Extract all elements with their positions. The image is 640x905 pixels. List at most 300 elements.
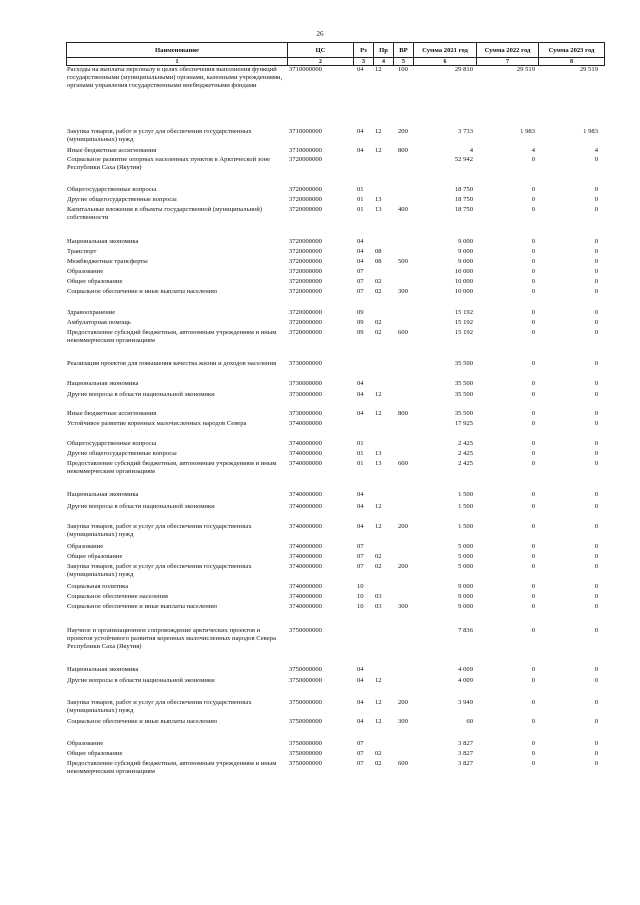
cell-pr: 12 [375, 66, 382, 73]
cell-vr: 400 [398, 206, 408, 213]
cell-s2022: 0 [531, 677, 535, 684]
cell-name: Предоставление субсидий бюджетным, автономным учреждениям и иным некоммерческим организациям [67, 460, 277, 475]
cell-s2022: 0 [531, 380, 535, 387]
cell-s2023: 0 [594, 248, 598, 255]
cell-name: Социальное обеспечение населения [67, 593, 168, 600]
cell-cs: 3740000000 [289, 603, 322, 610]
cell-s2022: 0 [531, 460, 535, 467]
cell-s2023: 29 519 [579, 66, 598, 73]
cell-rz: 07 [357, 553, 364, 560]
cell-s2023: 0 [594, 718, 598, 725]
header-sum-2022: Сумма 2022 год [477, 43, 539, 58]
cell-s2023: 0 [594, 186, 598, 193]
cell-name: Иные бюджетные ассигнования [67, 147, 157, 154]
cell-name: Общее образование [67, 750, 123, 757]
cell-cs: 3720000000 [289, 309, 322, 316]
cell-s2023: 0 [594, 553, 598, 560]
cell-rz: 04 [357, 503, 364, 510]
cell-s2021: 3 949 [458, 699, 473, 706]
cell-pr: 02 [375, 288, 382, 295]
cell-s2022: 0 [531, 563, 535, 570]
cell-pr: 12 [375, 523, 382, 530]
column-number: 6 [414, 58, 477, 66]
cell-pr: 03 [375, 593, 382, 600]
cell-pr: 12 [375, 410, 382, 417]
cell-cs: 3730000000 [289, 360, 322, 367]
cell-s2021: 9 000 [458, 583, 473, 590]
cell-cs: 3720000000 [289, 268, 322, 275]
cell-rz: 01 [357, 460, 364, 467]
cell-s2021: 9 000 [458, 603, 473, 610]
cell-s2023: 0 [594, 420, 598, 427]
cell-s2023: 0 [594, 410, 598, 417]
cell-pr: 02 [375, 563, 382, 570]
cell-s2022: 0 [531, 440, 535, 447]
cell-s2021: 10 000 [454, 288, 473, 295]
column-number: 8 [539, 58, 605, 66]
cell-rz: 04 [357, 147, 364, 154]
cell-pr: 13 [375, 450, 382, 457]
cell-s2021: 18 750 [454, 206, 473, 213]
cell-s2021: 9 000 [458, 248, 473, 255]
cell-name: Закупка товаров, работ и услуг для обеспечения государственных (муниципальных) нужд [67, 699, 252, 714]
column-number: 4 [374, 58, 394, 66]
cell-name: Общегосударственные вопросы [67, 186, 157, 193]
cell-name: Образование [67, 543, 104, 550]
cell-s2022: 0 [531, 258, 535, 265]
cell-pr: 12 [375, 147, 382, 154]
cell-s2021: 9 000 [458, 258, 473, 265]
cell-pr: 13 [375, 196, 382, 203]
cell-s2023: 0 [594, 238, 598, 245]
cell-cs: 3740000000 [289, 460, 322, 467]
cell-s2023: 0 [594, 563, 598, 570]
cell-pr: 02 [375, 278, 382, 285]
cell-pr: 02 [375, 750, 382, 757]
cell-s2022: 0 [531, 309, 535, 316]
cell-cs: 3740000000 [289, 450, 322, 457]
cell-vr: 300 [398, 288, 408, 295]
cell-s2022: 0 [531, 718, 535, 725]
cell-rz: 07 [357, 543, 364, 550]
cell-rz: 01 [357, 186, 364, 193]
cell-s2022: 0 [531, 391, 535, 398]
cell-cs: 3750000000 [289, 666, 322, 673]
cell-s2021: 4 [469, 147, 473, 154]
cell-name: Другие общегосударственные вопросы [67, 450, 177, 457]
cell-cs: 3730000000 [289, 391, 322, 398]
cell-s2022: 0 [531, 450, 535, 457]
cell-s2022: 0 [531, 543, 535, 550]
cell-cs: 3740000000 [289, 523, 322, 530]
cell-s2022: 0 [531, 750, 535, 757]
cell-s2021: 9 000 [458, 238, 473, 245]
cell-name: Транспорт [67, 248, 97, 255]
cell-name: Национальная экономика [67, 666, 139, 673]
cell-s2023: 0 [594, 309, 598, 316]
cell-cs: 3740000000 [289, 593, 322, 600]
cell-s2021: 2 425 [458, 460, 473, 467]
cell-cs: 3720000000 [289, 238, 322, 245]
cell-s2021: 18 750 [454, 186, 473, 193]
cell-rz: 07 [357, 563, 364, 570]
header-pr: Пр [374, 43, 394, 58]
cell-s2022: 0 [531, 196, 535, 203]
cell-rz: 01 [357, 450, 364, 457]
cell-name: Национальная экономика [67, 491, 139, 498]
cell-s2022: 0 [531, 268, 535, 275]
cell-s2022: 29 519 [516, 66, 535, 73]
cell-rz: 07 [357, 740, 364, 747]
cell-pr: 02 [375, 553, 382, 560]
cell-pr: 03 [375, 603, 382, 610]
cell-s2023: 0 [594, 543, 598, 550]
cell-s2022: 0 [531, 583, 535, 590]
cell-rz: 01 [357, 440, 364, 447]
cell-s2023: 0 [594, 380, 598, 387]
cell-name: Закупка товаров, работ и услуг для обеспечения государственных (муниципальных) нужд [67, 523, 252, 538]
cell-name: Другие вопросы в области национальной экономики [67, 391, 215, 398]
cell-cs: 3750000000 [289, 750, 322, 757]
cell-s2023: 0 [594, 329, 598, 336]
cell-cs: 3740000000 [289, 440, 322, 447]
cell-cs: 3750000000 [289, 760, 322, 767]
cell-s2021: 5 000 [458, 553, 473, 560]
cell-name: Закупка товаров, работ и услуг для обеспечения государственных (муниципальных) нужд [67, 563, 252, 578]
page-number: 26 [316, 30, 324, 38]
cell-s2022: 0 [531, 603, 535, 610]
cell-pr: 12 [375, 391, 382, 398]
cell-s2023: 0 [594, 750, 598, 757]
cell-rz: 04 [357, 380, 364, 387]
cell-s2021: 35 500 [454, 410, 473, 417]
cell-s2021: 15 192 [454, 329, 473, 336]
cell-s2022: 0 [531, 278, 535, 285]
cell-vr: 200 [398, 563, 408, 570]
cell-vr: 600 [398, 760, 408, 767]
cell-s2023: 0 [594, 196, 598, 203]
cell-s2023: 0 [594, 268, 598, 275]
cell-s2021: 9 000 [458, 593, 473, 600]
cell-s2022: 0 [531, 699, 535, 706]
cell-s2021: 10 000 [454, 278, 473, 285]
cell-s2021: 18 750 [454, 196, 473, 203]
cell-vr: 200 [398, 699, 408, 706]
cell-cs: 3720000000 [289, 319, 322, 326]
cell-s2021: 4 009 [458, 677, 473, 684]
cell-cs: 3720000000 [289, 156, 322, 163]
header-cs: ЦС [288, 43, 354, 58]
cell-cs: 3710000000 [289, 66, 322, 73]
cell-cs: 3750000000 [289, 699, 322, 706]
cell-name: Образование [67, 740, 104, 747]
cell-s2022: 4 [531, 147, 535, 154]
cell-s2021: 52 942 [454, 156, 473, 163]
cell-s2022: 0 [531, 248, 535, 255]
cell-s2023: 1 983 [583, 128, 598, 135]
column-number: 2 [288, 58, 354, 66]
column-number: 1 [67, 58, 288, 66]
cell-name: Другие вопросы в области национальной экономики [67, 677, 215, 684]
cell-s2021: 15 192 [454, 319, 473, 326]
cell-vr: 300 [398, 718, 408, 725]
cell-s2021: 3 827 [458, 740, 473, 747]
cell-cs: 3730000000 [289, 380, 322, 387]
cell-cs: 3720000000 [289, 196, 322, 203]
column-number: 5 [394, 58, 414, 66]
cell-s2021: 3 827 [458, 750, 473, 757]
cell-vr: 100 [398, 66, 408, 73]
cell-s2022: 0 [531, 186, 535, 193]
cell-vr: 300 [398, 603, 408, 610]
cell-s2022: 0 [531, 410, 535, 417]
cell-pr: 02 [375, 319, 382, 326]
header-sum-2021: Сумма 2021 год [414, 43, 477, 58]
cell-s2021: 5 000 [458, 543, 473, 550]
cell-s2023: 0 [594, 278, 598, 285]
cell-rz: 04 [357, 666, 364, 673]
cell-s2021: 35 500 [454, 391, 473, 398]
cell-s2021: 1 500 [458, 491, 473, 498]
cell-pr: 12 [375, 128, 382, 135]
cell-s2023: 0 [594, 156, 598, 163]
cell-s2022: 0 [531, 360, 535, 367]
cell-s2021: 60 [466, 718, 473, 725]
cell-s2021: 29 810 [454, 66, 473, 73]
cell-cs: 3750000000 [289, 740, 322, 747]
cell-s2023: 0 [594, 391, 598, 398]
cell-s2021: 3 827 [458, 760, 473, 767]
cell-s2022: 0 [531, 288, 535, 295]
cell-s2022: 1 983 [520, 128, 535, 135]
cell-s2023: 0 [594, 583, 598, 590]
cell-cs: 3720000000 [289, 248, 322, 255]
cell-s2021: 1 500 [458, 503, 473, 510]
cell-s2023: 0 [594, 593, 598, 600]
cell-rz: 04 [357, 523, 364, 530]
cell-s2021: 35 500 [454, 360, 473, 367]
cell-s2023: 0 [594, 450, 598, 457]
cell-s2021: 2 425 [458, 450, 473, 457]
cell-vr: 200 [398, 128, 408, 135]
cell-s2023: 0 [594, 206, 598, 213]
cell-cs: 3720000000 [289, 206, 322, 213]
cell-cs: 3740000000 [289, 491, 322, 498]
cell-name: Предоставление субсидий бюджетным, автономным учреждениям и иным некоммерческим организациям [67, 760, 277, 775]
cell-rz: 10 [357, 593, 364, 600]
cell-s2023: 4 [594, 147, 598, 154]
cell-name: Национальная экономика [67, 238, 139, 245]
cell-s2021: 1 500 [458, 523, 473, 530]
cell-vr: 200 [398, 523, 408, 530]
cell-s2022: 0 [531, 627, 535, 634]
cell-name: Общее образование [67, 278, 123, 285]
cell-s2023: 0 [594, 677, 598, 684]
cell-s2023: 0 [594, 258, 598, 265]
cell-s2022: 0 [531, 760, 535, 767]
cell-cs: 3740000000 [289, 563, 322, 570]
header-name: Наименование [67, 43, 288, 58]
cell-s2023: 0 [594, 523, 598, 530]
cell-rz: 04 [357, 238, 364, 245]
cell-cs: 3740000000 [289, 503, 322, 510]
cell-name: Другие вопросы в области национальной экономики [67, 503, 215, 510]
cell-cs: 3710000000 [289, 147, 322, 154]
cell-s2021: 7 836 [458, 627, 473, 634]
cell-s2023: 0 [594, 491, 598, 498]
cell-s2023: 0 [594, 699, 598, 706]
cell-s2022: 0 [531, 329, 535, 336]
cell-s2023: 0 [594, 503, 598, 510]
cell-rz: 04 [357, 66, 364, 73]
cell-rz: 09 [357, 329, 364, 336]
cell-s2023: 0 [594, 288, 598, 295]
cell-name: Иные бюджетные ассигнования [67, 410, 157, 417]
cell-vr: 600 [398, 460, 408, 467]
cell-rz: 04 [357, 391, 364, 398]
cell-cs: 3750000000 [289, 627, 322, 634]
cell-name: Закупка товаров, работ и услуг для обеспечения государственных (муниципальных) нужд [67, 128, 252, 143]
cell-rz: 07 [357, 760, 364, 767]
cell-s2023: 0 [594, 740, 598, 747]
cell-s2023: 0 [594, 319, 598, 326]
cell-vr: 800 [398, 410, 408, 417]
cell-rz: 01 [357, 196, 364, 203]
cell-cs: 3720000000 [289, 288, 322, 295]
cell-s2021: 15 192 [454, 309, 473, 316]
cell-name: Предоставление субсидий бюджетным, автономным учреждениям и иным некоммерческим организациям [67, 329, 277, 344]
cell-pr: 08 [375, 248, 382, 255]
cell-s2022: 0 [531, 593, 535, 600]
cell-vr: 800 [398, 147, 408, 154]
cell-s2022: 0 [531, 238, 535, 245]
cell-cs: 3750000000 [289, 677, 322, 684]
cell-pr: 12 [375, 699, 382, 706]
cell-s2021: 10 000 [454, 268, 473, 275]
column-number: 7 [477, 58, 539, 66]
cell-s2022: 0 [531, 666, 535, 673]
cell-s2023: 0 [594, 666, 598, 673]
cell-rz: 04 [357, 699, 364, 706]
cell-s2022: 0 [531, 523, 535, 530]
cell-pr: 12 [375, 677, 382, 684]
cell-cs: 3730000000 [289, 410, 322, 417]
cell-s2022: 0 [531, 319, 535, 326]
cell-name: Капитальные вложения в объекты государственной (муниципальной) собственности [67, 206, 263, 221]
cell-rz: 07 [357, 278, 364, 285]
cell-s2022: 0 [531, 503, 535, 510]
cell-name: Амбулаторная помощь [67, 319, 131, 326]
cell-s2023: 0 [594, 360, 598, 367]
cell-cs: 3720000000 [289, 278, 322, 285]
cell-cs: 3740000000 [289, 420, 322, 427]
cell-s2023: 0 [594, 760, 598, 767]
cell-cs: 3750000000 [289, 718, 322, 725]
cell-rz: 04 [357, 677, 364, 684]
cell-s2023: 0 [594, 440, 598, 447]
cell-s2021: 3 733 [458, 128, 473, 135]
cell-rz: 09 [357, 319, 364, 326]
cell-name: Расходы на выплаты персоналу в целях обеспечения выполнения функций государственными (муниципальными) органами, казенными учреждениями, органами управления государственными внебюджетными фондами [67, 66, 283, 89]
cell-name: Образование [67, 268, 104, 275]
cell-cs: 3710000000 [289, 128, 322, 135]
cell-rz: 04 [357, 258, 364, 265]
cell-cs: 3720000000 [289, 186, 322, 193]
cell-name: Общее образование [67, 553, 123, 560]
cell-s2023: 0 [594, 627, 598, 634]
cell-name: Здравоохранение [67, 309, 116, 316]
cell-name: Национальная экономика [67, 380, 139, 387]
cell-cs: 3720000000 [289, 329, 322, 336]
cell-s2022: 0 [531, 206, 535, 213]
cell-pr: 13 [375, 460, 382, 467]
header-sum-2023: Сумма 2023 год [539, 43, 605, 58]
cell-rz: 07 [357, 750, 364, 757]
cell-name: Социальная политика [67, 583, 129, 590]
cell-s2023: 0 [594, 460, 598, 467]
column-number: 3 [354, 58, 374, 66]
cell-rz: 10 [357, 583, 364, 590]
cell-cs: 3740000000 [289, 543, 322, 550]
cell-name: Научное и организационное сопровождение арктических проектов и проектов устойчивого развития коренных малочисленных народов Севера Республики Саха (Якутия) [67, 627, 276, 650]
cell-rz: 04 [357, 248, 364, 255]
cell-name: Реализация проектов для повышения качества жизни и доходов населения [67, 360, 277, 367]
cell-s2021: 5 000 [458, 563, 473, 570]
cell-s2022: 0 [531, 740, 535, 747]
cell-s2022: 0 [531, 420, 535, 427]
cell-name: Социальное развитие опорных населенных пунктов в Арктической зоне Республики Саха (Якутия) [67, 156, 270, 171]
header-rz: Рз [354, 43, 374, 58]
cell-vr: 600 [398, 329, 408, 336]
cell-s2022: 0 [531, 491, 535, 498]
cell-name: Социальное обеспечение и иные выплаты населению [67, 288, 218, 295]
cell-name: Устойчивое развитие коренных малочисленных народов Севера [67, 420, 247, 427]
cell-name: Другие общегосударственные вопросы [67, 196, 177, 203]
cell-rz: 01 [357, 206, 364, 213]
header-vr: ВР [394, 43, 414, 58]
cell-s2023: 0 [594, 603, 598, 610]
cell-rz: 10 [357, 603, 364, 610]
cell-rz: 09 [357, 309, 364, 316]
cell-pr: 02 [375, 329, 382, 336]
cell-rz: 04 [357, 491, 364, 498]
cell-name: Общегосударственные вопросы [67, 440, 157, 447]
cell-name: Социальное обеспечение и иные выплаты населению [67, 603, 218, 610]
cell-s2022: 0 [531, 553, 535, 560]
cell-cs: 3720000000 [289, 258, 322, 265]
cell-s2021: 2 425 [458, 440, 473, 447]
cell-rz: 07 [357, 288, 364, 295]
cell-pr: 12 [375, 503, 382, 510]
cell-rz: 04 [357, 718, 364, 725]
cell-cs: 3740000000 [289, 553, 322, 560]
cell-rz: 07 [357, 268, 364, 275]
cell-cs: 3740000000 [289, 583, 322, 590]
cell-rz: 04 [357, 410, 364, 417]
cell-pr: 13 [375, 206, 382, 213]
cell-s2021: 35 500 [454, 380, 473, 387]
cell-pr: 02 [375, 760, 382, 767]
cell-vr: 500 [398, 258, 408, 265]
cell-name: Межбюджетные трансферты [67, 258, 148, 265]
cell-pr: 08 [375, 258, 382, 265]
cell-s2021: 4 009 [458, 666, 473, 673]
cell-s2022: 0 [531, 156, 535, 163]
cell-name: Социальное обеспечение и иные выплаты населению [67, 718, 218, 725]
cell-rz: 04 [357, 128, 364, 135]
cell-pr: 12 [375, 718, 382, 725]
cell-s2021: 17 925 [454, 420, 473, 427]
